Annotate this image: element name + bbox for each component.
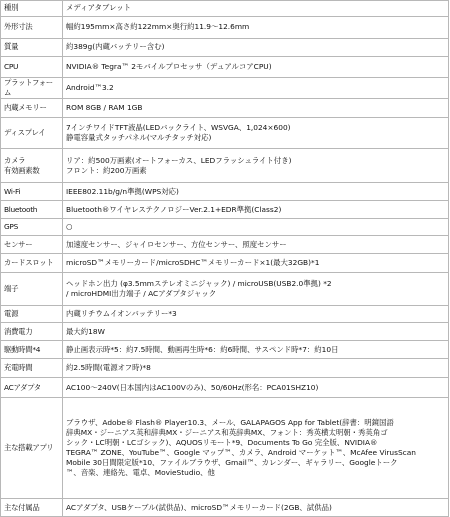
spec-label: 主な搭載アプリ [1,398,63,499]
spec-row [1,306,449,323]
spec-label: Wi-Fi [1,183,63,201]
spec-value-line: 静止画表示時*5：約7.5時間、動画再生時*6：約6時間、サスペンド時*7：約10日 [66,344,339,354]
spec-value [63,219,449,236]
spec-value-line: ブラウザ、Adobe® Flash® Player10.3、メール、GALAPAGOS App for Tablet(辞書：明鏡国語 [66,417,394,427]
spec-value [63,201,449,219]
spec-row [1,359,449,378]
spec-label: プラットフォーム [1,78,63,99]
spec-row [1,254,449,273]
spec-value-line: microSD™メモリーカード/microSDHC™メモリーカード×1(最大32GB)*1 [66,258,320,268]
spec-value-line: 約389g(内蔵バッテリー含む) [66,42,165,52]
spec-row [1,378,449,398]
spec-label: センサー [1,236,63,254]
spec-row [1,149,449,183]
spec-label: CPU [1,57,63,78]
spec-value-line: ROM 8GB / RAM 1GB [66,103,143,113]
spec-value [63,359,449,378]
spec-table-body [1,1,449,517]
spec-value-line: Mobile 30日間限定版*10、ファイルブラウザ、Gmail™、カレンダー、ギャラリー、Googleトーク [66,458,398,468]
spec-value-line: TEGRA™ ZONE、YouTube™、Google マップ™、カメラ、Android マーケット™、McAfee VirusScan [66,448,416,458]
spec-value-line: フロント：約200万画素 [66,165,147,175]
spec-value-line: 最大約18W [66,326,105,336]
spec-value [63,254,449,273]
spec-value [63,183,449,201]
spec-label: GPS [1,219,63,236]
spec-value-line: Bluetooth®ワイヤレステクノロジーVer.2.1+EDR準拠(Class2) [66,204,282,214]
spec-row [1,499,449,517]
spec-label: 電源 [1,306,63,323]
spec-label: 質量 [1,39,63,57]
spec-label: 内蔵メモリー [1,99,63,118]
spec-value-line: リア：約500万画素(オートフォーカス、LEDフラッシュライト付き) [66,155,292,165]
spec-row [1,219,449,236]
spec-label: カメラ 有効画素数 [1,149,63,183]
spec-row [1,17,449,39]
spec-value-line: ○ [66,222,73,232]
spec-value [63,118,449,149]
spec-value-line: ACアダプタ、USBケーブル(試供品)、microSD™メモリーカード(2GB、試供品) [66,502,332,512]
spec-row [1,39,449,57]
spec-row [1,201,449,219]
spec-value [63,273,449,306]
spec-value-line: ヘッドホン出力 (φ3.5mmステレオミニジャック) / microUSB(USB2.0準拠) *2 [66,279,332,289]
spec-value-line: 辞典MX・ジーニアス英和辞典MX・ジーニアス和英辞典MX、フォント：秀英横太明朝・秀英角ゴ [66,428,388,437]
spec-row [1,236,449,254]
spec-row [1,57,449,78]
spec-value-line: メディアタブレット [66,3,132,13]
spec-value [63,57,449,78]
spec-value-line: シック・LC明朝・LCゴシック)、AQUOSリモート*9、Documents To Go 完全版、NVIDIA® [66,438,378,448]
spec-label: 充電時間 [1,359,63,378]
spec-label: ACアダプタ [1,378,63,398]
spec-label: 主な付属品 [1,499,63,517]
spec-row [1,78,449,99]
spec-row [1,118,449,149]
spec-value [63,499,449,517]
spec-value-line: AC100～240V(日本国内はAC100Vのみ)、50/60Hz(形名：PCA01SHZ10) [66,382,319,392]
spec-value [63,306,449,323]
spec-value [63,323,449,341]
spec-value-line: 静電容量式タッチパネル(マルチタッチ対応) [66,133,212,143]
spec-row [1,273,449,306]
spec-row [1,99,449,118]
spec-label: 消費電力 [1,323,63,341]
spec-value-line: Android™3.2 [66,83,114,93]
spec-value [63,149,449,183]
spec-value-line: ™、音楽、連絡先、電卓、MovieStudio、他 [66,468,215,478]
spec-label: Bluetooth [1,201,63,219]
spec-value-line: 加速度センサー、ジャイロセンサー、方位センサー、照度センサー [66,239,287,249]
spec-value-line: 約2.5時間(電源オフ時)*8 [66,363,151,373]
spec-row [1,341,449,359]
spec-value [63,78,449,99]
spec-value-line: 7インチワイドTFT液晶(LEDバックライト、WSVGA、1,024×600) [66,123,291,133]
spec-value-line: 内蔵リチウムイオンバッテリー*3 [66,309,177,319]
spec-value-line: 幅約195mm×高さ約122mm×奥行約11.9～12.6mm [66,22,250,32]
spec-row [1,1,449,17]
spec-value [63,99,449,118]
spec-label: ディスプレイ [1,118,63,149]
spec-row [1,183,449,201]
spec-value [63,1,449,17]
spec-label: カードスロット [1,254,63,273]
spec-value [63,236,449,254]
spec-value [63,39,449,57]
spec-label: 端子 [1,273,63,306]
spec-value [63,17,449,39]
spec-value [63,398,449,499]
spec-value-line: / microHDMI出力端子 / ACアダプタジャック [66,289,217,299]
spec-label: 駆動時間*4 [1,341,63,359]
spec-label: 外形寸法 [1,17,63,39]
spec-value-line: IEEE802.11b/g/n準拠(WPS対応) [66,186,179,196]
spec-value [63,341,449,359]
spec-row [1,398,449,499]
spec-row [1,323,449,341]
spec-value-line: NVIDIA® Tegra™ 2モバイルプロセッサ（デュアルコアCPU) [66,61,272,71]
spec-value [63,378,449,398]
spec-label: 種別 [1,1,63,17]
